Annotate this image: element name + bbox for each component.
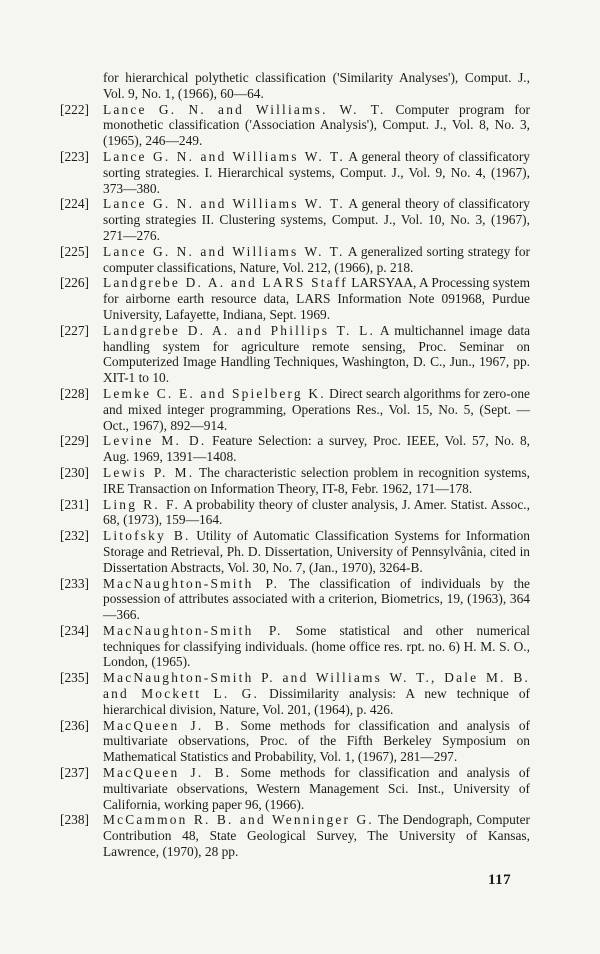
reference-entry: [60, 623, 530, 670]
reference-number: [228]: [60, 385, 90, 401]
reference-entry: [60, 465, 530, 497]
reference-entry: [60, 386, 530, 433]
reference-number: [232]: [60, 528, 90, 544]
reference-entry: [60, 102, 530, 149]
reference-authors: Landgrebe D. A. and LARS Staff: [103, 275, 348, 291]
reference-authors: Lance G. N. and Williams W. T.: [103, 148, 345, 164]
reference-number: [231]: [60, 496, 90, 512]
reference-entry: [60, 576, 530, 623]
reference-entry: [60, 765, 530, 812]
reference-number: [233]: [60, 575, 90, 591]
reference-text: Computer program for monothetic classification ('Association Analysis'), Comput. J., Vol. 8, No. 3, (1965), 246—249.: [103, 101, 531, 149]
reference-text: Utility of Automatic Classification Systems for Information Storage and Retrieval, Ph. D. Dissertation, University of Pennsylvânia, cited in Dissertation Abstracts, Vol. 30, No. 7, (Jan., 1970), 3264-B.: [103, 528, 530, 575]
reference-continuation: for hierarchical polythetic classification ('Similarity Analyses'), Comput. J., Vol. 9, No. 1, (1966), 60—64.: [103, 70, 530, 101]
reference-authors: MacNaughton-Smith P.: [103, 622, 283, 638]
reference-number: [223]: [60, 148, 90, 164]
reference-number: [227]: [60, 322, 90, 338]
reference-number: [234]: [60, 622, 90, 638]
reference-authors: Lewis P. M.: [103, 464, 195, 480]
reference-authors: Ling R. F.: [103, 496, 181, 512]
reference-number: [222]: [60, 101, 90, 117]
reference-authors: Lemke C. E. and Spielberg K.: [103, 385, 326, 401]
reference-text: A generalized sorting strategy for computer classifications, Nature, Vol. 212, (1966), p. 218.: [103, 243, 530, 275]
reference-text: Direct search algorithms for zero-one and mixed integer programming, Operations Res., Vol. 15, No. 5, (Sept. — Oct., 1967), 892—914.: [103, 385, 530, 433]
page-number: 117: [488, 872, 512, 888]
reference-authors: MacNaughton-Smith P.: [103, 575, 280, 591]
reference-number: [229]: [60, 433, 90, 449]
reference-text: A general theory of classificatory sorting strategies II. Clustering systems, Comput. J., Vol. 10, No. 3, (1967), 271—276.: [103, 196, 530, 243]
reference-entry: [60, 149, 530, 196]
reference-text: The characteristic selection problem in recognition systems, IRE Transaction on Information Theory, IT-8, Febr. 1962, 171—178.: [103, 464, 530, 496]
reference-entry: [60, 497, 530, 529]
reference-entry: [60, 323, 530, 386]
reference-text: Some methods for classification and analysis of multivariate observations, Proc. of the Fifth Berkeley Symposium on Mathematical Statistics and Probability, Vol. 1, (1967), 281—297.: [103, 717, 531, 765]
reference-number: [235]: [60, 670, 90, 686]
reference-text: A general theory of classificatory sorting strategies. I. Hierarchical systems, Comput. J., Vol. 9, No. 4, (1967), 373—380.: [103, 148, 530, 196]
reference-text: A multichannel image data handling system for agriculture remote sensing, Proc. Seminar on Computerized Image Handling Techniques, Washington, D. C., Jun., 1967, pp. XIT-1 to 10.: [103, 322, 531, 386]
reference-text: Feature Selection: a survey, Proc. IEEE, Vol. 57, No. 8, Aug. 1969, 1391—1408.: [103, 433, 530, 465]
reference-number: [230]: [60, 464, 90, 480]
reference-authors: Lance G. N. and Williams W. T.: [103, 243, 345, 259]
reference-number: [225]: [60, 243, 90, 259]
reference-number: [238]: [60, 812, 90, 828]
reference-text: Dissimilarity analysis: A new technique of hierarchical division, Nature, Vol. 201, (1964), p. 426.: [103, 686, 530, 717]
reference-list: [60, 70, 530, 860]
reference-authors: Landgrebe D. A. and Phillips T. L.: [103, 322, 376, 338]
reference-text: Some statistical and other numerical techniques for classifying individuals. (home office res. rpt. no. 6) H. M. S. O., London, (1965).: [103, 622, 530, 670]
reference-authors: Lance G. N. and Williams. W. T.: [103, 101, 386, 117]
reference-authors: McCammon R. B. and Wenninger G.: [103, 812, 374, 828]
reference-text: A probability theory of cluster analysis, J. Amer. Statist. Assoc., 68, (1973), 159—164.: [103, 496, 530, 528]
reference-authors: Levine M. D.: [103, 433, 207, 449]
reference-number: [236]: [60, 717, 90, 733]
reference-entry: [60, 196, 530, 243]
reference-entry: [60, 670, 530, 717]
reference-authors: MacQueen J. B.: [103, 717, 232, 733]
reference-entry: [60, 275, 530, 322]
reference-authors: Lance G. N. and Williams W. T.: [103, 196, 345, 212]
reference-authors: MacNaughton-Smith P. and Williams W. T., Dale M. B. and Mockett L. G.: [103, 670, 530, 702]
reference-number: [226]: [60, 275, 90, 291]
reference-entry: [60, 244, 530, 276]
reference-number: [237]: [60, 765, 90, 781]
reference-entry: [60, 433, 530, 465]
reference-text: The Dendograph, Computer Contribution 48, State Geological Survey, The University of Kansas, Lawrence, (1970), 28 pp.: [103, 812, 530, 860]
reference-entry: [60, 812, 530, 859]
reference-entry: [60, 718, 530, 765]
reference-entry: [60, 528, 530, 575]
reference-number: [224]: [60, 196, 90, 212]
reference-authors: MacQueen J. B.: [103, 765, 232, 781]
reference-authors: Litofsky B.: [103, 528, 191, 544]
reference-text: The classification of individuals by the possession of attributes associated with a criterion, Biometrics, 19, (1963), 364—366.: [103, 575, 530, 623]
reference-text: Some methods for classification and analysis of multivariate observations, Western Management Sci. Inst., University of California, working paper 96, (1966).: [103, 765, 531, 812]
reference-text: LARSYAA, A Processing system for airborne earth resource data, LARS Information Note 091968, Purdue University, Lafayette, Indiana, Sept. 1969.: [103, 275, 530, 322]
